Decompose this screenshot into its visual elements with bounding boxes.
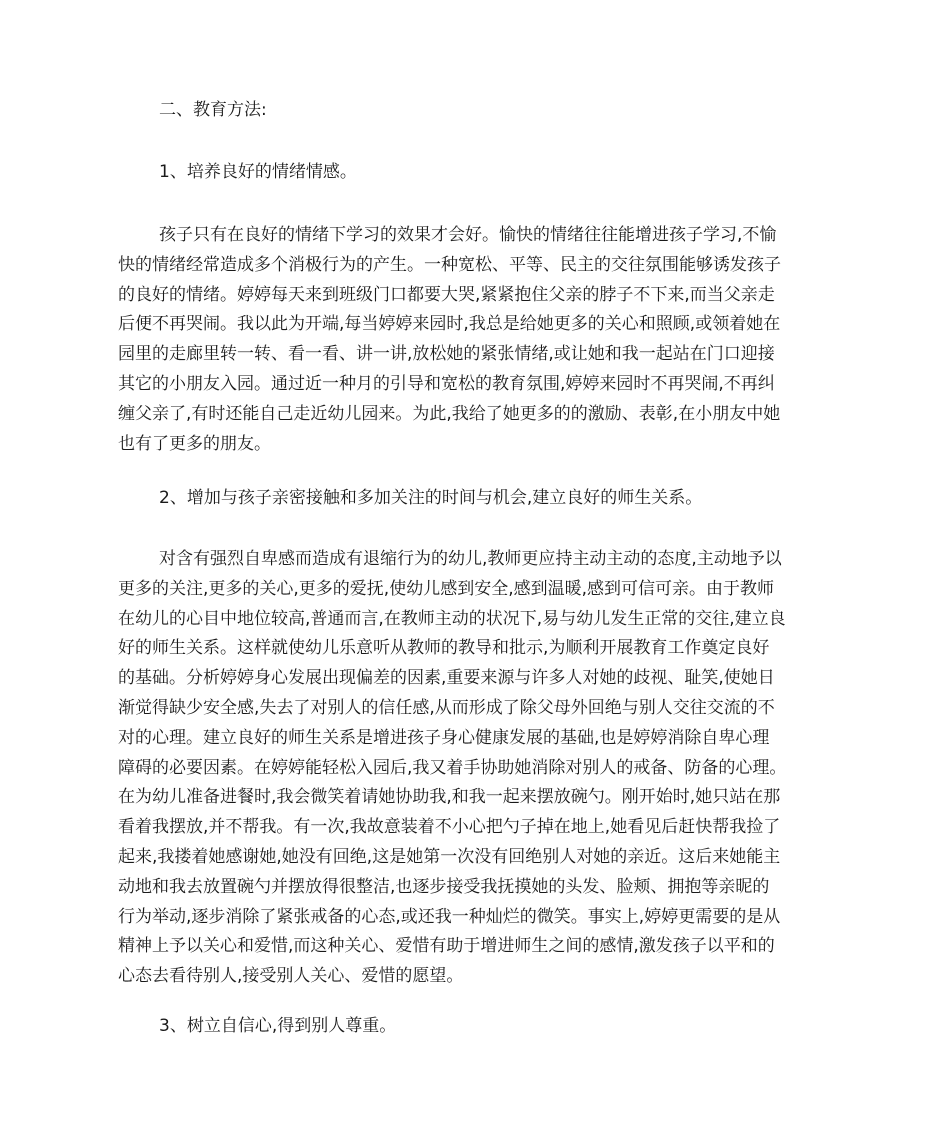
- method-1-paragraph: [118, 221, 834, 459]
- paragraph-line: 渐觉得缺少安全感,失去了对别人的信任感,从而形成了除父母外回绝与别人交往交流的不: [118, 697, 775, 718]
- method-2-heading: 2、增加与孩子亲密接触和多加关注的时间与机会,建立良好的师生关系。: [159, 488, 703, 508]
- paragraph-line: 看着我摆放,并不帮我。有一次,我故意装着不小心把勺子掉在地上,她看见后赶快帮我捡了: [118, 817, 781, 838]
- paragraph-line: 也有了更多的朋友。: [118, 433, 271, 454]
- paragraph-line: 孩子只有在良好的情绪下学习的效果才会好。愉快的情绪往往能增进孩子学习,不愉: [159, 225, 777, 245]
- paragraph-line: 在幼儿的心目中地位较高,普通而言,在教师主动的状况下,易与幼儿发生正常的交往,建立良: [118, 608, 786, 629]
- paragraph-line: 快的情绪经常造成多个消极行为的产生。一种宽松、平等、民主的交往氛围能够诱发孩子: [118, 254, 781, 275]
- paragraph-line: 行为举动,逐步消除了紧张戒备的心态,或还我一种灿烂的微笑。事实上,婷婷更需要的是从: [118, 906, 781, 927]
- paragraph-line: 动地和我去放置碗勺并摆放得很整洁,也逐步接受我抚摸她的头发、脸颊、拥抱等亲昵的: [118, 876, 770, 897]
- section-heading: 二、教育方法:: [159, 100, 267, 120]
- paragraph-line: 障碍的必要因素。在婷婷能轻松入园后,我又着手协助她消除对别人的戒备、防备的心理。: [118, 757, 787, 778]
- paragraph-line: 精神上予以关心和爱惜,而这种关心、爱惜有助于增进师生之间的感情,激发孩子以平和的: [118, 936, 775, 957]
- paragraph-line: 更多的关注,更多的关心,更多的爱抚,使幼儿感到安全,感到温暖,感到可信可亲。由于教师: [118, 578, 775, 599]
- paragraph-line: 好的师生关系。这样就使幼儿乐意听从教师的教导和批示,为顺利开展教育工作奠定良好: [118, 638, 770, 659]
- paragraph-line: 的良好的情绪。婷婷每天来到班级门口都要大哭,紧紧抱住父亲的脖子不下来,而当父亲走: [118, 284, 775, 305]
- method-2-paragraph: [118, 545, 834, 992]
- paragraph-line: 起来,我搂着她感谢她,她没有回绝,这是她第一次没有回绝别人对她的亲近。这后来她能主: [118, 846, 781, 867]
- paragraph-line: 后便不再哭闹。我以此为开端,每当婷婷来园时,我总是给她更多的关心和照顾,或领着她在: [118, 314, 781, 335]
- paragraph-line: 对含有强烈自卑感而造成有退缩行为的幼儿,教师更应持主动主动的态度,主动地予以: [159, 549, 782, 569]
- paragraph-line: 心态去看待别人,接受别人关心、爱惜的愿望。: [118, 966, 464, 987]
- paragraph-line: 其它的小朋友入园。通过近一种月的引导和宽松的教育氛围,婷婷来园时不再哭闹,不再纠: [118, 373, 775, 394]
- paragraph-line: 在为幼儿准备进餐时,我会微笑着请她协助我,和我一起来摆放碗勺。刚开始时,她只站在那: [118, 787, 781, 808]
- method-1-heading: 1、培养良好的情绪情感。: [159, 162, 357, 182]
- paragraph-line: 的基础。分析婷婷身心发展出现偏差的因素,重要来源与许多人对她的歧视、耻笑,使她日: [118, 668, 775, 689]
- method-3-heading: 3、树立自信心,得到别人尊重。: [159, 1016, 397, 1036]
- paragraph-line: 对的心理。建立良好的师生关系是增进孩子身心健康发展的基础,也是婷婷消除自卑心理: [118, 727, 770, 748]
- paragraph-line: 缠父亲了,有时还能自己走近幼儿园来。为此,我给了她更多的的激励、表彰,在小朋友中她: [118, 403, 781, 424]
- paragraph-line: 园里的走廊里转一转、看一看、讲一讲,放松她的紧张情绪,或让她和我一起站在门口迎接: [118, 344, 775, 365]
